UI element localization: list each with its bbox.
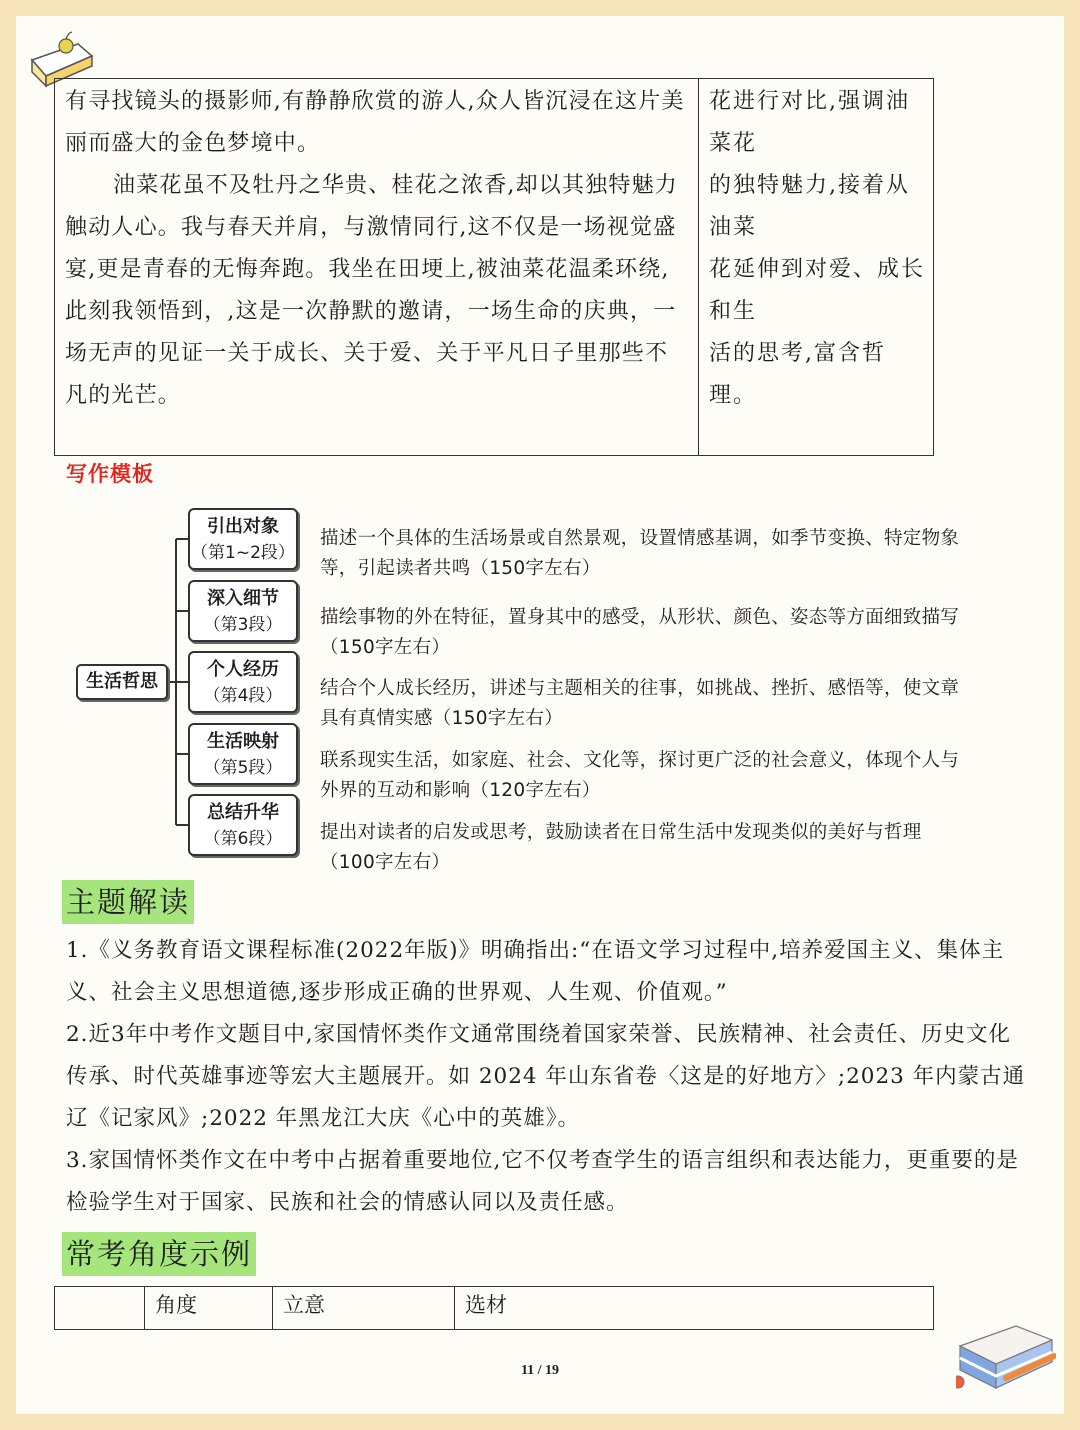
table-header-cell: 立意: [273, 1287, 455, 1329]
theme-heading: 主题解读: [62, 880, 194, 924]
node-title: 个人经历: [207, 659, 279, 680]
node-sub: （第3段）: [203, 615, 283, 635]
node-title: 生活映射: [207, 731, 279, 752]
node-title: 总结升华: [207, 802, 279, 823]
angles-table: [54, 1286, 934, 1330]
comment-line: 菜花: [708, 131, 757, 156]
node-sub: （第5段）: [203, 758, 283, 778]
comment-line: 和生: [708, 299, 757, 324]
node-description: 描述一个具体的生活场景或自然景观，设置情感基调，如季节变换、特定物象等，引起读者共鸣（150字左右）: [320, 528, 960, 579]
comment-line: 理。: [708, 383, 757, 408]
theme-item: 1.《义务教育语文课程标准(2022年版)》明确指出:“在语文学习过程中,培养爱国主义、集体主义、社会主义思想道德,逐步形成正确的世界观、人生观、价值观。”: [66, 938, 1005, 1005]
mindmap-node: [188, 508, 298, 570]
node-description: 描绘事物的外在特征，置身其中的感受，从形状、颜色、姿态等方面细致描写（150字左右）: [320, 607, 960, 658]
theme-item: 2.近3年中考作文题目中,家国情怀类作文通常围绕着国家荣誉、民族精神、社会责任、历史文化传承、时代英雄事迹等宏大主题展开。如 2024 年山东省卷〈这是的好地方〉;2023 年内蒙古通辽《记家风》;2022 年黑龙江大庆《心中的英雄》。: [66, 1022, 1026, 1131]
table-header-cell: 角度: [145, 1287, 273, 1329]
mindmap-root: 生活哲思: [76, 664, 168, 700]
essay-table: [54, 78, 934, 456]
comment-cell: [699, 79, 933, 455]
node-sub: （第6段）: [203, 829, 283, 849]
node-sub: （第4段）: [203, 686, 283, 706]
mindmap-node: [188, 723, 298, 785]
table-header-cell: 选材: [465, 1293, 507, 1317]
comment-line: 油菜: [708, 215, 757, 240]
essay-paragraph: 油菜花虽不及牡丹之华贵、桂花之浓香,却以其独特魅力触动人心。我与春天并肩，与激情同行,这不仅是一场视觉盛宴,更是青春的无悔奔跑。我坐在田埂上,被油菜花温柔环绕,此刻我领悟到，,这是一次静默的邀请，一场生命的庆典，一场无声的见证一关于成长、关于爱、关于平凡日子里那些不凡的光芒。: [65, 173, 678, 408]
essay-paragraph: 有寻找镜头的摄影师,有静静欣赏的游人,众人皆沉浸在这片美丽而盛大的金色梦境中。: [65, 89, 685, 156]
node-title: 引出对象: [207, 516, 279, 537]
node-title: 深入细节: [207, 588, 279, 609]
comment-line: 活的思考,富含哲: [708, 341, 886, 366]
angles-heading: 常考角度示例: [62, 1232, 256, 1276]
template-title: 写作模板: [66, 462, 154, 486]
essay-text-cell: [55, 79, 699, 455]
mindmap-node: [188, 580, 298, 642]
node-sub: （第1~2段）: [191, 543, 295, 563]
page-number: 11 / 19: [520, 1363, 560, 1378]
node-description: 联系现实生活，如家庭、社会、文化等，探讨更广泛的社会意义，体现个人与外界的互动和影响（120字左右）: [320, 750, 960, 801]
comment-line: 花延伸到对爱、成长: [708, 257, 925, 282]
mindmap-node: [188, 794, 298, 856]
node-description: 结合个人成长经历，讲述与主题相关的往事，如挑战、挫折、感悟等，使文章具有真情实感（150字左右）: [320, 678, 960, 729]
table-header-cell: [55, 1287, 145, 1329]
writing-template-mindmap: [66, 491, 986, 886]
comment-line: 花进行对比,强调油: [708, 89, 910, 114]
comment-line: 的独特魅力,接着从: [708, 173, 910, 198]
mindmap-node: [188, 651, 298, 713]
theme-item: 3.家国情怀类作文在中考中占据着重要地位,它不仅考查学生的语言组织和表达能力，更重要的是检验学生对于国家、民族和社会的情感认同以及责任感。: [66, 1148, 1019, 1215]
document-page: [16, 16, 1064, 1414]
node-description: 提出对读者的启发或思考，鼓励读者在日常生活中发现类似的美好与哲理（100字左右）: [320, 822, 922, 873]
theme-paragraphs: [66, 930, 1026, 1224]
cake-sticker-icon: [956, 1316, 1056, 1396]
